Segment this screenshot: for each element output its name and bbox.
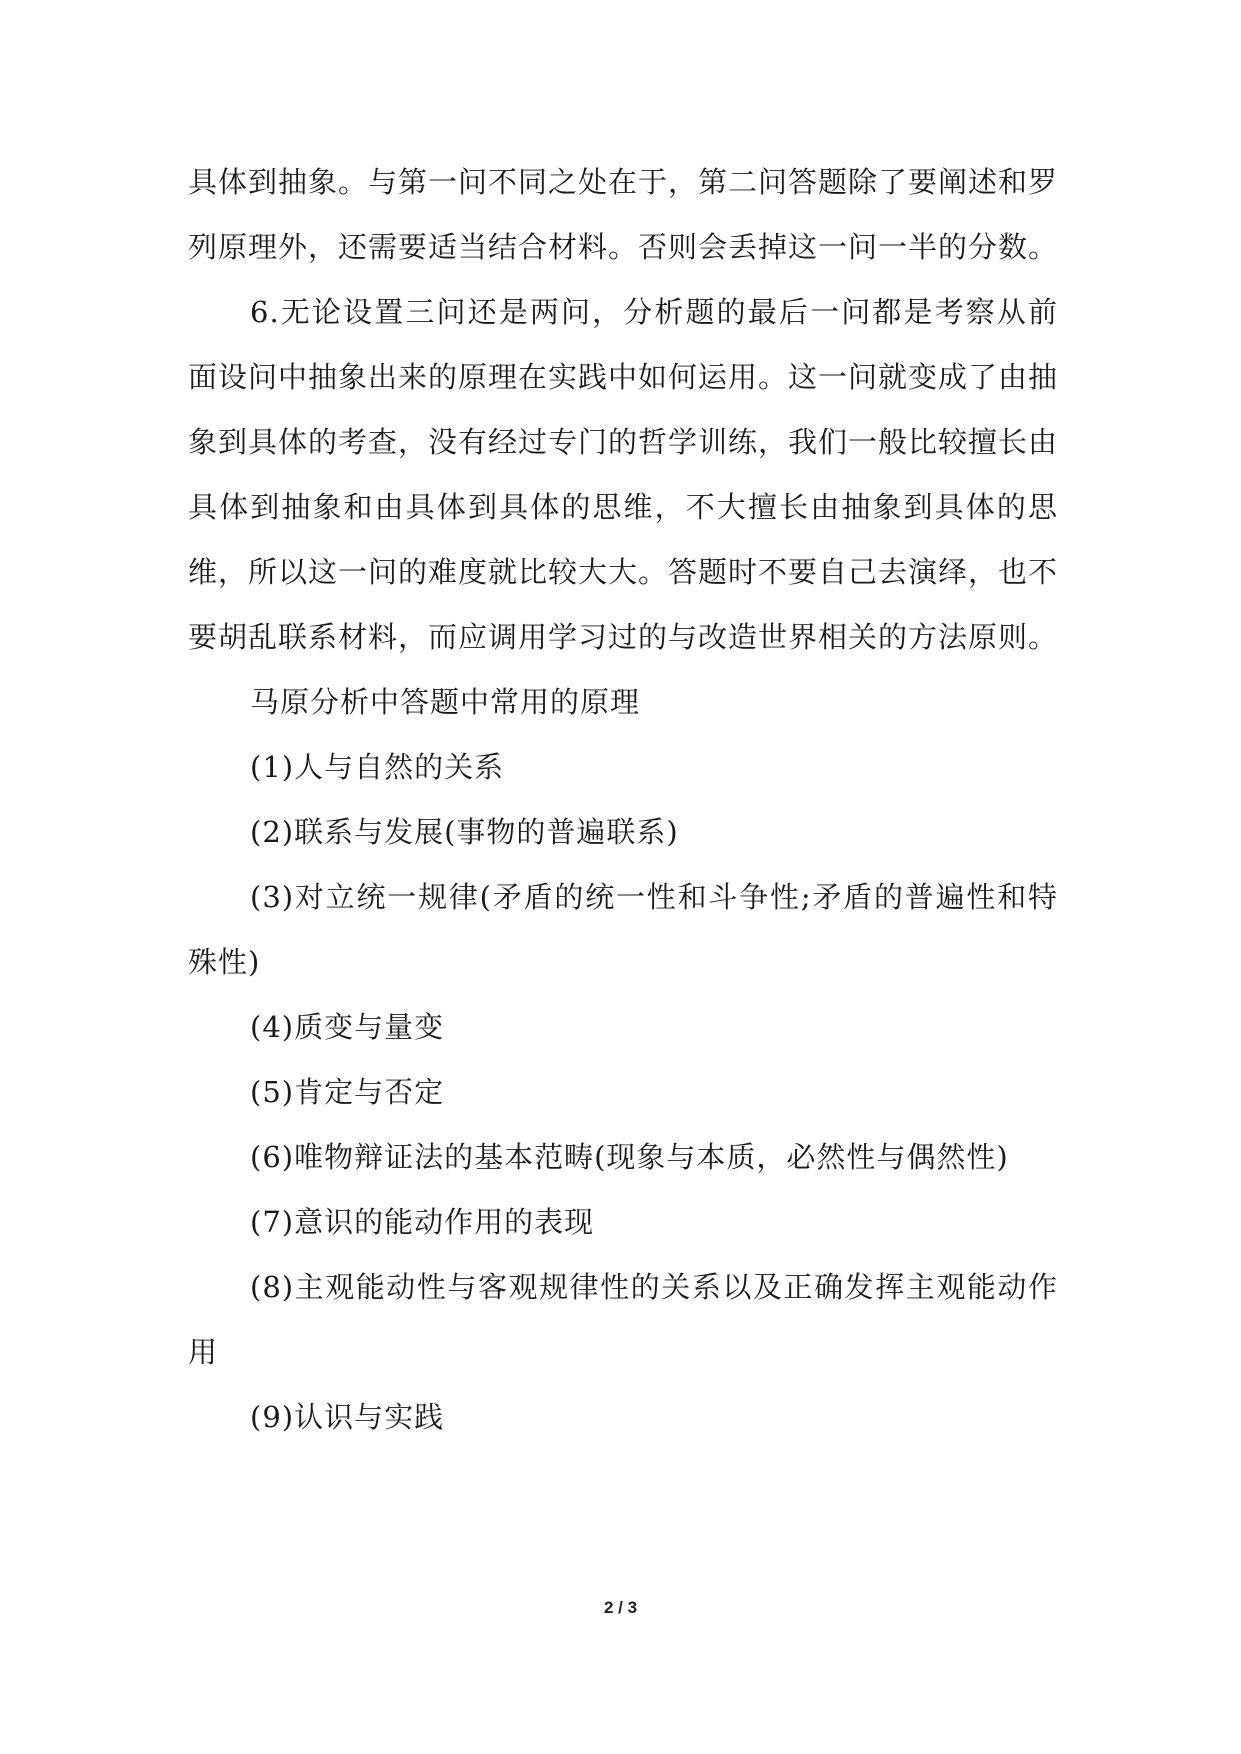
list-item: (1)人与自然的关系 <box>250 750 505 784</box>
paragraph-point-6: 6.无论设置三问还是两问，分析题的最后一问都是考察从前面设问中抽象出来的原理在实践中如何运用。这一问就变成了由抽象到具体的考查，没有经过专门的哲学训练，我们一般比较擅长由具体到抽象和由具体到具体的思维，不大擅长由抽象到具体的思维，所以这一问的难度就比较大大。答题时不要自己去演绎，也不要胡乱联系材料，而应调用学习过的与改造世界相关的方法原则。 <box>188 295 1059 654</box>
list-item: (6)唯物辩证法的基本范畴(现象与本质，必然性与偶然性) <box>250 1140 1009 1174</box>
list-item: (4)质变与量变 <box>250 1010 445 1044</box>
page-number: 2 / 3 <box>603 1598 638 1617</box>
list-heading: 马原分析中答题中常用的原理 <box>250 685 641 719</box>
list-item: (3)对立统一规律(矛盾的统一性和斗争性;矛盾的普遍性和特殊性) <box>188 880 1058 979</box>
list-item: (8)主观能动性与客观规律性的关系以及正确发挥主观能动作用 <box>188 1270 1058 1369</box>
list-item: (5)肯定与否定 <box>250 1075 445 1109</box>
list-item: (7)意识的能动作用的表现 <box>250 1205 595 1239</box>
paragraph-continuation: 具体到抽象。与第一问不同之处在于，第二问答题除了要阐述和罗列原理外，还需要适当结合材料。否则会丢掉这一问一半的分数。 <box>188 165 1059 264</box>
list-item: (2)联系与发展(事物的普遍联系) <box>250 815 679 849</box>
list-item: (9)认识与实践 <box>250 1400 445 1434</box>
document-body <box>188 150 1058 1450</box>
